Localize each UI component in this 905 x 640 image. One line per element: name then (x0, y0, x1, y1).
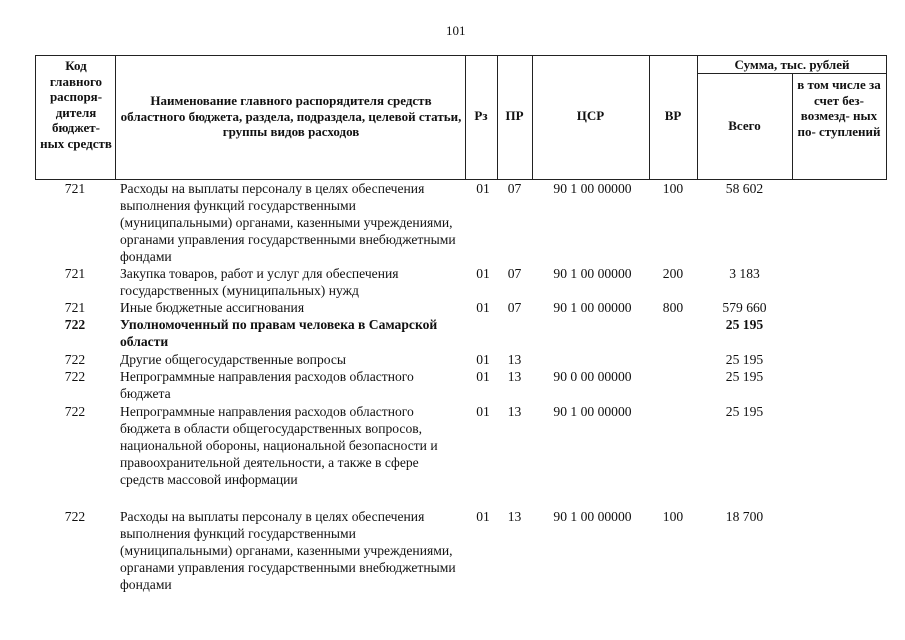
cell-name: Расходы на выплаты персоналу в целях обеспечения выполнения функций государственными (муниципальными) органами, казенными учреждениями, органами управления государственными внебюджетными фондами (120, 181, 456, 264)
cell-total: 58 602 (725, 181, 764, 196)
cell-name: Уполномоченный по правам человека в Самарской области (120, 317, 438, 349)
cell-pr: 13 (507, 404, 522, 419)
cell-total: 579 660 (722, 300, 767, 315)
header-name: Наименование главного распорядителя средств областного бюджета, раздела, подраздела, целевой статьи, группы видов расходов (120, 93, 462, 139)
cell-csr: 90 0 00 00000 (553, 369, 632, 384)
cell-pr: 13 (507, 352, 522, 367)
cell-total: 18 700 (725, 509, 764, 524)
cell-total: 25 195 (725, 317, 764, 332)
cell-pr: 07 (507, 266, 522, 281)
cell-code: 722 (64, 352, 86, 367)
cell-code: 721 (64, 300, 86, 315)
cell-rz: 01 (476, 369, 490, 384)
cell-name: Другие общегосударственные вопросы (120, 352, 347, 367)
cell-rz: 01 (476, 404, 490, 419)
cell-total: 25 195 (725, 369, 764, 384)
cell-pr: 07 (507, 181, 522, 196)
cell-code: 722 (64, 317, 86, 332)
cell-name: Непрограммные направления расходов областного бюджета в области общегосударственных вопросов, национальной обороны, национальной безопасности и правоохранительной деятельности, а также в сфере средств массовой информации (120, 404, 438, 487)
cell-code: 722 (64, 369, 86, 384)
cell-rz: 01 (476, 509, 490, 524)
page-number: 101 (446, 23, 466, 38)
cell-name: Расходы на выплаты персоналу в целях обеспечения выполнения функций государственными (муниципальными) органами, казенными учреждениями, органами управления государственными внебюджетными фондами (120, 509, 456, 592)
cell-rz: 01 (476, 266, 490, 281)
cell-code: 722 (64, 509, 86, 524)
header-csr: ЦСР (576, 108, 605, 123)
cell-code: 721 (64, 181, 86, 196)
header-rz: Рз (474, 108, 488, 123)
cell-vr: 800 (662, 300, 684, 315)
cell-name: Непрограммные направления расходов областного бюджета (120, 369, 414, 401)
cell-pr: 13 (507, 369, 522, 384)
cell-total: 25 195 (725, 404, 764, 419)
cell-csr: 90 1 00 00000 (553, 266, 632, 281)
cell-code: 722 (64, 404, 86, 419)
cell-csr: 90 1 00 00000 (553, 300, 632, 315)
cell-vr: 100 (662, 509, 684, 524)
cell-total: 3 183 (729, 266, 760, 281)
cell-name: Иные бюджетные ассигнования (120, 300, 305, 315)
cell-code: 721 (64, 266, 86, 281)
header-vr: ВР (664, 108, 682, 123)
cell-csr: 90 1 00 00000 (553, 509, 632, 524)
cell-csr: 90 1 00 00000 (553, 181, 632, 196)
cell-vr: 200 (662, 266, 684, 281)
header-gratuitous: в том числе за счет без- возмезд- ных по- ступлений (797, 77, 881, 139)
cell-total: 25 195 (725, 352, 764, 367)
cell-csr: 90 1 00 00000 (553, 404, 632, 419)
cell-pr: 13 (507, 509, 522, 524)
header-sum: Сумма, тыс. рублей (734, 57, 850, 72)
cell-rz: 01 (476, 352, 490, 367)
cell-pr: 07 (507, 300, 522, 315)
header-total: Всего (728, 118, 761, 133)
cell-rz: 01 (476, 181, 490, 196)
table-header (35, 55, 887, 180)
cell-vr: 100 (662, 181, 684, 196)
header-pr: ПР (505, 108, 524, 123)
header-code: Код главного распоря- дителя бюджет- ных средств (40, 58, 112, 151)
cell-name: Закупка товаров, работ и услуг для обеспечения государственных (муниципальных) нужд (120, 266, 399, 298)
cell-rz: 01 (476, 300, 490, 315)
